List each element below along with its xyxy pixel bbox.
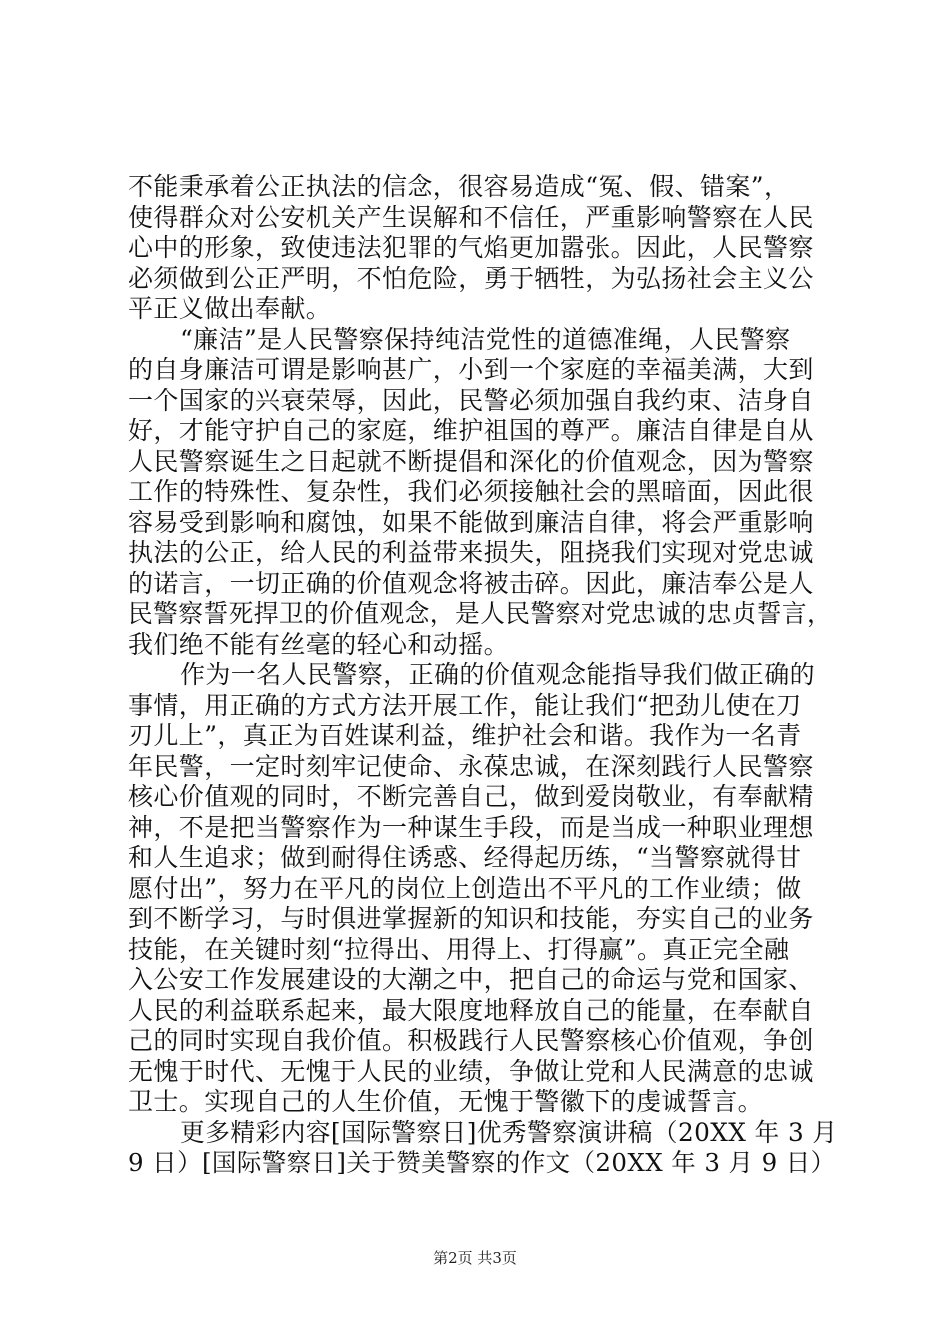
text-line: 愿付出”，努力在平凡的岗位上创造出不平凡的工作业绩；做 [128,873,802,903]
text-line: 9 日）[国际警察日]关于赞美警察的作文（20XX 年 3 月 9 日） [128,1148,836,1177]
text-line: 入公安工作发展建设的大潮之中，把自己的命运与党和国家、 [128,965,814,994]
text-line: 无愧于时代、无愧于人民的业绩，争做让党和人民满意的忠诚 [128,1056,814,1086]
text-line: 的自身廉洁可谓是影响甚广，小到一个家庭的幸福美满，大到 [128,355,814,384]
text-line: 卫士。实现自己的人生价值，无愧于警徽下的虔诚誓言。 [128,1087,764,1116]
text-line: 执法的公正，给人民的利益带来损失，阻挠我们实现对党忠诚 [128,538,814,567]
text-line: 一个国家的兴衰荣辱，因此，民警必须加强自我约束、洁身自 [128,385,814,415]
text-line: 容易受到影响和腐蚀，如果不能做到廉洁自律，将会严重影响 [128,507,814,537]
text-line: 己的同时实现自我价值。积极践行人民警察核心价值观，争创 [128,1026,814,1055]
text-line: 神，不是把当警察作为一种谋生手段，而是当成一种职业理想 [128,812,814,842]
text-line: 工作的特殊性、复杂性，我们必须接触社会的黑暗面，因此很 [128,477,814,506]
text-line: 平正义做出奉献。 [128,294,332,323]
text-line: 技能，在关键时刻“拉得出、用得上、打得赢”。真正完全融 [128,934,790,964]
text-line: 到不断学习，与时俱进掌握新的知识和技能，夯实自己的业务 [128,904,814,933]
text-line: 民警察誓死捍卫的价值观念，是人民警察对党忠诚的忠贞誓言， [128,599,833,628]
text-line: 好，才能守护自己的家庭，维护祖国的尊严。廉洁自律是自从 [128,416,814,445]
text-line: 事情，用正确的方式方法开展工作，能让我们“把劲儿使在刀 [128,690,802,720]
text-line: 不能秉承着公正执法的信念，很容易造成“冤、假、错案”， [128,172,790,201]
text-line: 人民的利益联系起来，最大限度地释放自己的能量，在奉献自 [128,995,814,1025]
text-line: 我们绝不能有丝毫的轻心和动摇。 [128,629,510,659]
page-footer: 第2页 共3页 [433,1249,517,1267]
text-line: 人民警察诞生之日起就不断提倡和深化的价值观念，因为警察 [128,446,814,476]
text-line: 的诺言，一切正确的价值观念将被击碎。因此，廉洁奉公是人 [128,568,814,598]
text-line: 更多精彩内容[国际警察日]优秀警察演讲稿（20XX 年 3 月 [180,1117,838,1147]
text-line: 作为一名人民警察，正确的价值观念能指导我们做正确的 [180,660,816,689]
text-line: 刃儿上”，真正为百姓谋利益，维护社会和谐。我作为一名青 [128,721,802,750]
text-line: “廉洁”是人民警察保持纯洁党性的道德准绳，人民警察 [180,324,791,354]
text-line: 心中的形象，致使违法犯罪的气焰更加嚣张。因此，人民警察 [128,233,814,262]
text-line: 核心价值观的同时，不断完善自己，做到爱岗敬业，有奉献精 [128,782,814,811]
text-line: 和人生追求；做到耐得住诱惑、经得起历练，“当警察就得甘 [128,843,802,872]
document-body [128,172,838,1179]
text-line: 年民警，一定时刻牢记使命、永葆忠诚，在深刻践行人民警察 [128,751,814,781]
text-line: 使得群众对公安机关产生误解和不信任，严重影响警察在人民 [128,202,814,232]
text-line: 必须做到公正严明，不怕危险，勇于牺牲，为弘扬社会主义公 [128,263,814,293]
